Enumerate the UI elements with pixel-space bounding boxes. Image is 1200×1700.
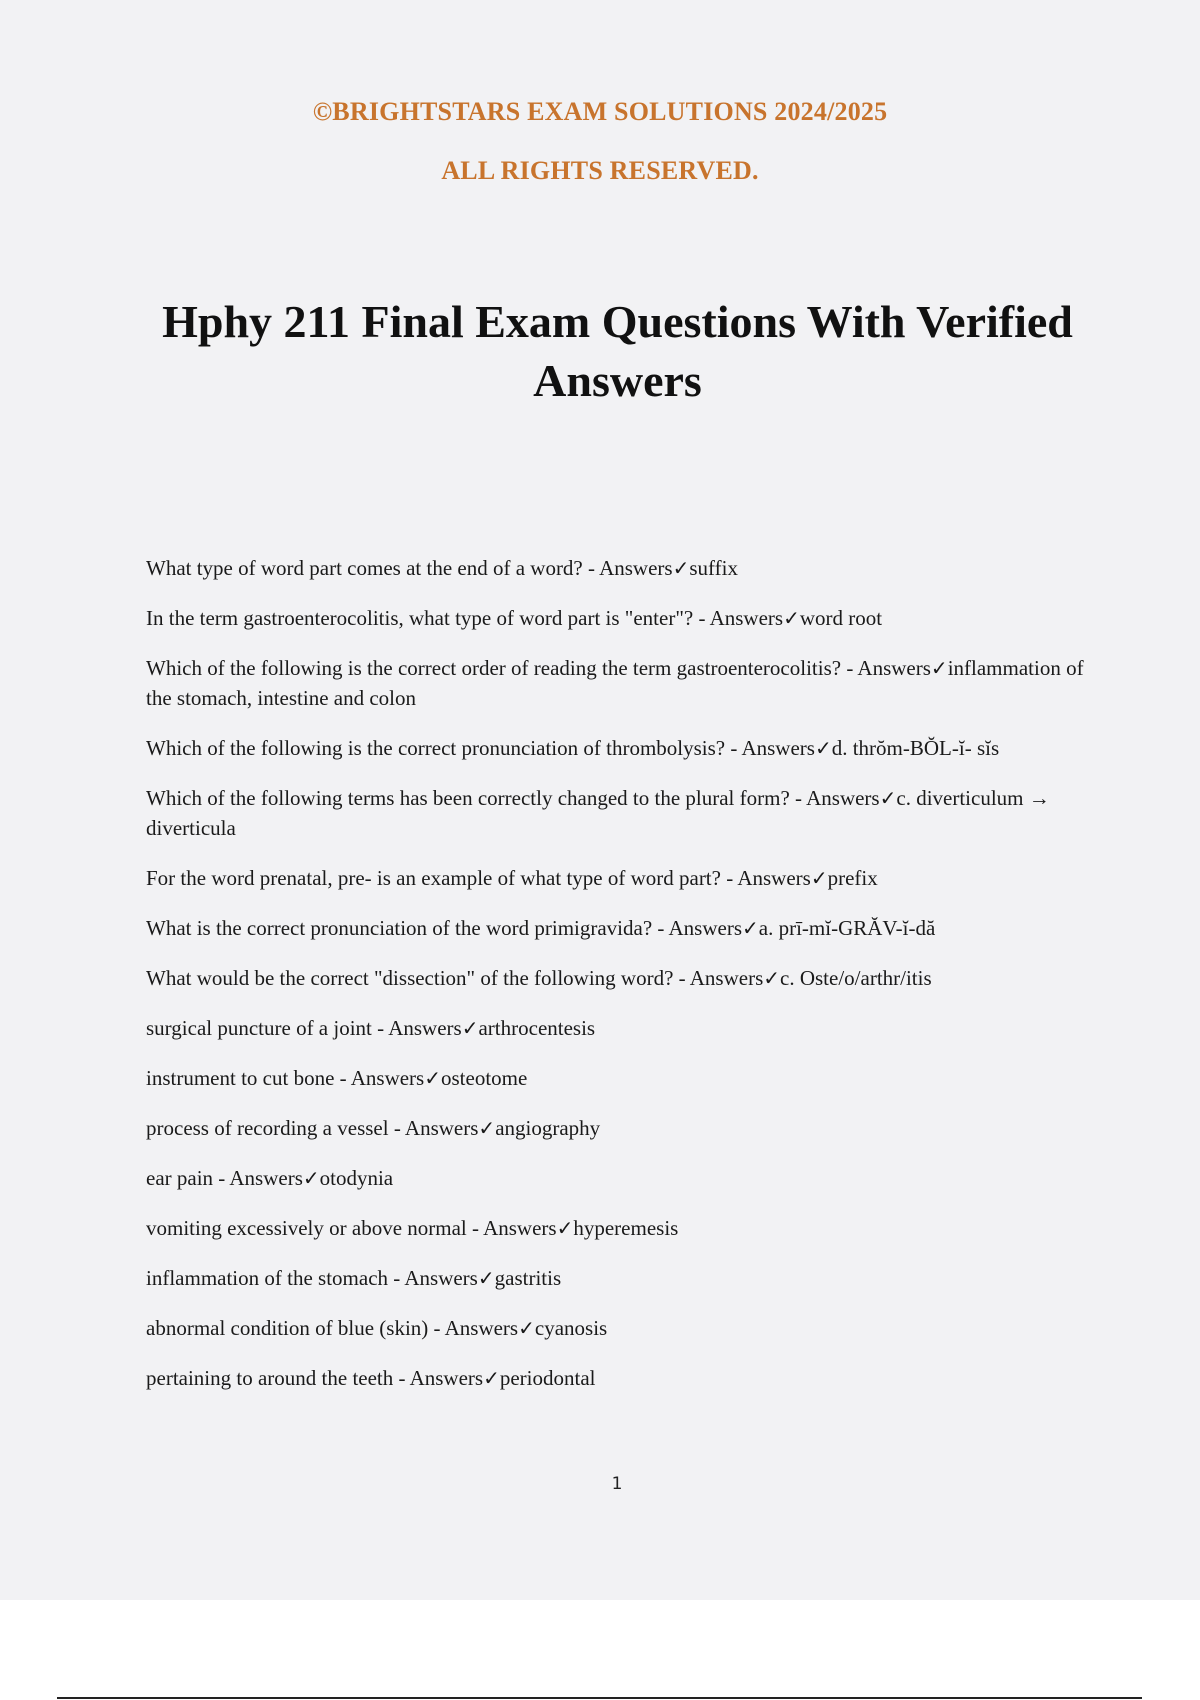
checkmark-icon: ✓ xyxy=(478,1116,496,1140)
answers-label: Answers xyxy=(599,556,673,580)
checkmark-icon: ✓ xyxy=(302,1166,320,1190)
question-answer-list xyxy=(146,553,1096,1413)
checkmark-icon: ✓ xyxy=(483,1366,500,1390)
answers-label: Answers xyxy=(857,656,931,680)
answers-label: Answers xyxy=(806,786,880,810)
qa-item xyxy=(146,1263,1096,1293)
answer-text: arthrocentesis xyxy=(478,1016,596,1040)
question-text: inflammation of the stomach - xyxy=(146,1266,405,1290)
answers-label: Answers xyxy=(483,1216,557,1240)
question-text: Which of the following is the correct pronunciation of thrombolysis? - xyxy=(146,736,742,760)
checkmark-icon: ✓ xyxy=(763,966,781,990)
checkmark-icon: ✓ xyxy=(783,606,800,630)
question-text: Which of the following is the correct order of reading the term gastroenterocolitis? - xyxy=(146,656,858,680)
answer-text: angiography xyxy=(495,1116,601,1140)
checkmark-icon: ✓ xyxy=(810,866,828,890)
qa-item xyxy=(146,863,1096,893)
answer-text: hyperemesis xyxy=(573,1216,679,1240)
answers-label: Answers xyxy=(409,1366,484,1390)
answer-text: c. Oste/o/arthr/itis xyxy=(780,966,932,990)
checkmark-icon: ✓ xyxy=(518,1316,535,1340)
question-text: Which of the following terms has been correctly changed to the plural form? - xyxy=(146,786,807,810)
answers-label: Answers xyxy=(689,966,764,990)
checkmark-icon: ✓ xyxy=(556,1216,574,1240)
answer-text: a. prī-mĭ-GRĂV-ĭ-dă xyxy=(758,916,936,940)
question-text: In the term gastroenterocolitis, what type of word part is "enter"? - xyxy=(146,606,710,630)
answers-label: Answers xyxy=(404,1266,478,1290)
answers-label: Answers xyxy=(737,866,811,890)
answer-text: periodontal xyxy=(499,1366,596,1390)
answers-label: Answers xyxy=(741,736,815,760)
answer-text: otodynia xyxy=(319,1166,394,1190)
question-text: ear pain - xyxy=(146,1166,230,1190)
answer-text: prefix xyxy=(827,866,878,890)
question-text: abnormal condition of blue (skin) - xyxy=(146,1316,445,1340)
qa-item xyxy=(146,733,1096,763)
question-text: pertaining to around the teeth - xyxy=(146,1366,410,1390)
checkmark-icon: ✓ xyxy=(879,786,897,810)
answer-text: word root xyxy=(799,606,883,630)
qa-item xyxy=(146,653,1096,713)
qa-item xyxy=(146,1313,1096,1343)
document-title: Hphy 211 Final Exam Questions With Verified Answers xyxy=(162,296,1073,406)
checkmark-icon: ✓ xyxy=(672,556,690,580)
checkmark-icon: ✓ xyxy=(461,1016,479,1040)
page-number: 1 xyxy=(611,1474,623,1494)
qa-item xyxy=(146,553,1096,583)
qa-item xyxy=(146,1113,1096,1143)
qa-item xyxy=(146,1363,1096,1393)
checkmark-icon: ✓ xyxy=(930,656,948,680)
answer-text: gastritis xyxy=(494,1266,562,1290)
checkmark-icon: ✓ xyxy=(424,1066,441,1090)
answers-label: Answers xyxy=(668,916,742,940)
question-text: vomiting excessively or above normal - xyxy=(146,1216,484,1240)
answers-label: Answers xyxy=(229,1166,303,1190)
question-text: For the word prenatal, pre- is an example of what type of word part? - xyxy=(146,866,738,890)
qa-item xyxy=(146,1213,1096,1243)
checkmark-icon: ✓ xyxy=(814,736,832,760)
answer-text: d. thrŏm-BŎL-ĭ- sĭs xyxy=(831,736,1000,760)
qa-item xyxy=(146,963,1096,993)
answer-text: inflammation of the stomach, intestine and colon xyxy=(146,656,1084,710)
answer-text: c. diverticulum → diverticula xyxy=(146,786,1050,840)
question-text: surgical puncture of a joint - xyxy=(146,1016,389,1040)
question-text: instrument to cut bone - xyxy=(146,1066,351,1090)
question-text: What is the correct pronunciation of the word primigravida? - xyxy=(146,916,669,940)
answers-label: Answers xyxy=(444,1316,519,1340)
qa-item xyxy=(146,603,1096,633)
qa-item xyxy=(146,1163,1096,1193)
question-text: What would be the correct "dissection" of the following word? - xyxy=(146,966,690,990)
question-text: process of recording a vessel - xyxy=(146,1116,405,1140)
footer-divider xyxy=(57,1697,1142,1699)
qa-item xyxy=(146,783,1096,843)
answers-label: Answers xyxy=(388,1016,462,1040)
answer-text: cyanosis xyxy=(534,1316,608,1340)
qa-item xyxy=(146,1063,1096,1093)
rights-reserved-header: ALL RIGHTS RESERVED. xyxy=(441,156,759,185)
checkmark-icon: ✓ xyxy=(477,1266,495,1290)
answer-text: suffix xyxy=(689,556,738,580)
qa-item xyxy=(146,1013,1096,1043)
question-text: What type of word part comes at the end of a word? - xyxy=(146,556,600,580)
checkmark-icon: ✓ xyxy=(742,916,759,940)
answer-text: osteotome xyxy=(441,1066,528,1090)
qa-item xyxy=(146,913,1096,943)
answers-label: Answers xyxy=(709,606,784,630)
answers-label: Answers xyxy=(350,1066,425,1090)
copyright-header: ©BRIGHTSTARS EXAM SOLUTIONS 2024/2025 xyxy=(312,97,888,126)
answers-label: Answers xyxy=(404,1116,479,1140)
